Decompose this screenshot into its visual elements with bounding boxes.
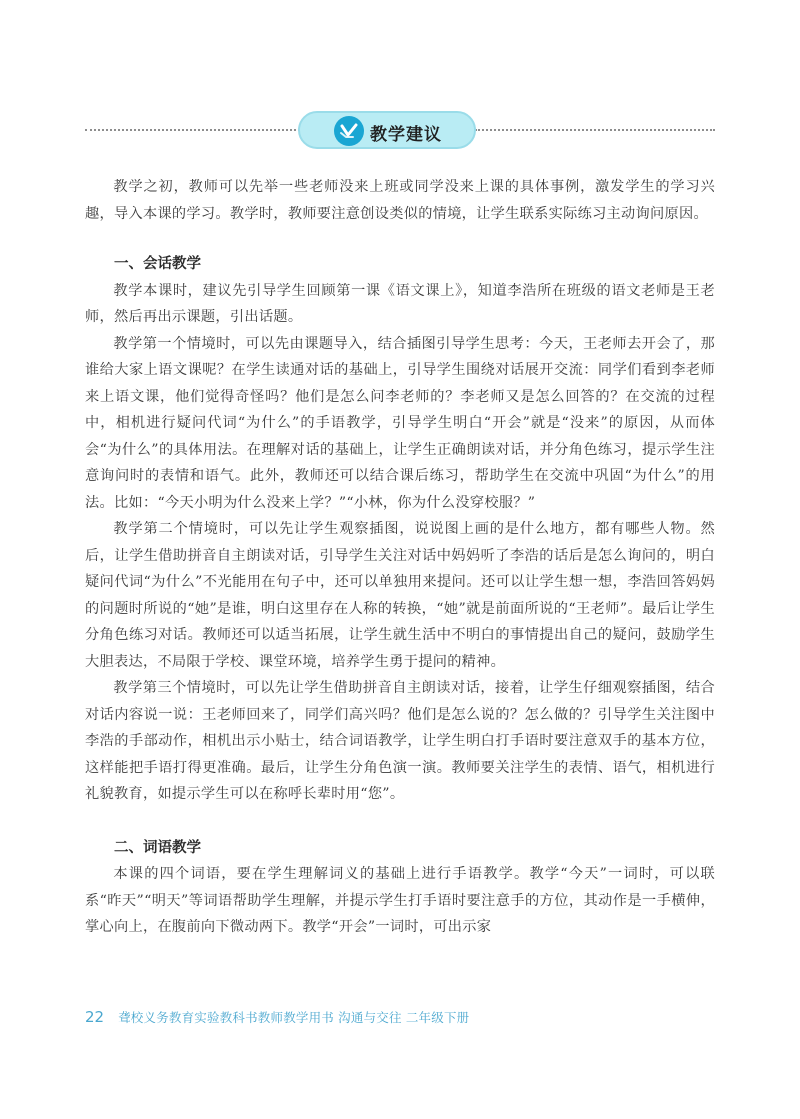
document-body — [85, 174, 715, 941]
header-rule-right — [475, 129, 715, 131]
part1-paragraph-1: 教学本课时，建议先引导学生回顾第一课《语文课上》，知道李浩所在班级的语文老师是王老师，然后再出示课题，引出话题。 — [85, 282, 715, 325]
section-spacer — [85, 808, 715, 835]
section-spacer — [85, 227, 715, 251]
page-number: 22 — [85, 1008, 105, 1026]
teaching-check-icon-graphic — [338, 120, 360, 142]
part1-heading: 一、会话教学 — [114, 256, 201, 272]
part1-paragraph-4: 教学第三个情境时，可以先让学生借助拼音自主朗读对话，接着，让学生仔细观察插图，结合对话内容说一说：王老师回来了，同学们高兴吗？他们是怎么说的？怎么做的？引导学生关注图中李浩的手部动作，相机出示小贴士，结合词语教学，让学生明白打手语时要注意双手的基本方位，这样能把手语打得更准确。最后，让学生分角色演一演。教师要关注学生的表情、语气，相机进行礼貌教育，如提示学生可以在称呼长辈时用“您”。 — [85, 680, 715, 802]
intro-paragraph: 教学之初，教师可以先举一些老师没来上班或同学没来上课的具体事例，激发学生的学习兴趣，导入本课的学习。教学时，教师要注意创设类似的情境，让学生联系实际练习主动询问原因。 — [85, 179, 715, 222]
page-footer — [85, 1008, 469, 1026]
section-title: 教学建议 — [370, 125, 442, 145]
part1-paragraph-3: 教学第二个情境时，可以先让学生观察插图，说说图上画的是什么地方，都有哪些人物。然后，让学生借助拼音自主朗读对话，引导学生关注对话中妈妈听了李浩的话后是怎么询问的，明白疑问代词“为什么”不光能用在句子中，还可以单独用来提问。还可以让学生想一想，李浩回答妈妈的问题时所说的“她”是谁，明白这里存在人称的转换，“她”就是前面所说的“王老师”。最后让学生分角色练习对话。教师还可以适当拓展，让学生就生活中不明白的事情提出自己的疑问，鼓励学生大胆表达，不局限于学校、课堂环境，培养学生勇于提问的精神。 — [85, 521, 715, 670]
header-rule-left — [85, 129, 300, 131]
part2-heading: 二、词语教学 — [114, 839, 201, 856]
part1-paragraph-2: 教学第一个情境时，可以先由课题导入，结合插图引导学生思考：今天，王老师去开会了，那谁给大家上语文课呢？在学生读通对话的基础上，引导学生围绕对话展开交流：同学们看到李老师来上语文课，他们觉得奇怪吗？他们是怎么问李老师的？李老师又是怎么回答的？在交流的过程中，相机进行疑问代词“为什么”的手语教学，引导学生明白“开会”就是“没来”的原因，从而体会“为什么”的具体用法。在理解对话的基础上，让学生正确朗读对话，并分角色练习，提示学生注意询问时的表情和语气。此外，教师还可以结合课后练习，帮助学生在交流中巩固“为什么”的用法。比如：“今天小明为什么没来上学？”“小林，你为什么没穿校服？” — [85, 335, 715, 511]
part2-paragraph-1: 本课的四个词语，要在学生理解词义的基础上进行手语教学。教学“今天”一词时，可以联系“昨天”“明天”等词语帮助学生理解，并提示学生打手语时要注意手的方位，其动作是一手横伸，掌心向上，在腹前向下微动两下。教学“开会”一词时，可出示家 — [85, 866, 715, 935]
book-title: 聋校义务教育实验教科书教师教学用书 沟通与交往 二年级下册 — [118, 1010, 470, 1025]
section-banner — [298, 111, 476, 149]
teaching-check-icon — [334, 116, 364, 146]
